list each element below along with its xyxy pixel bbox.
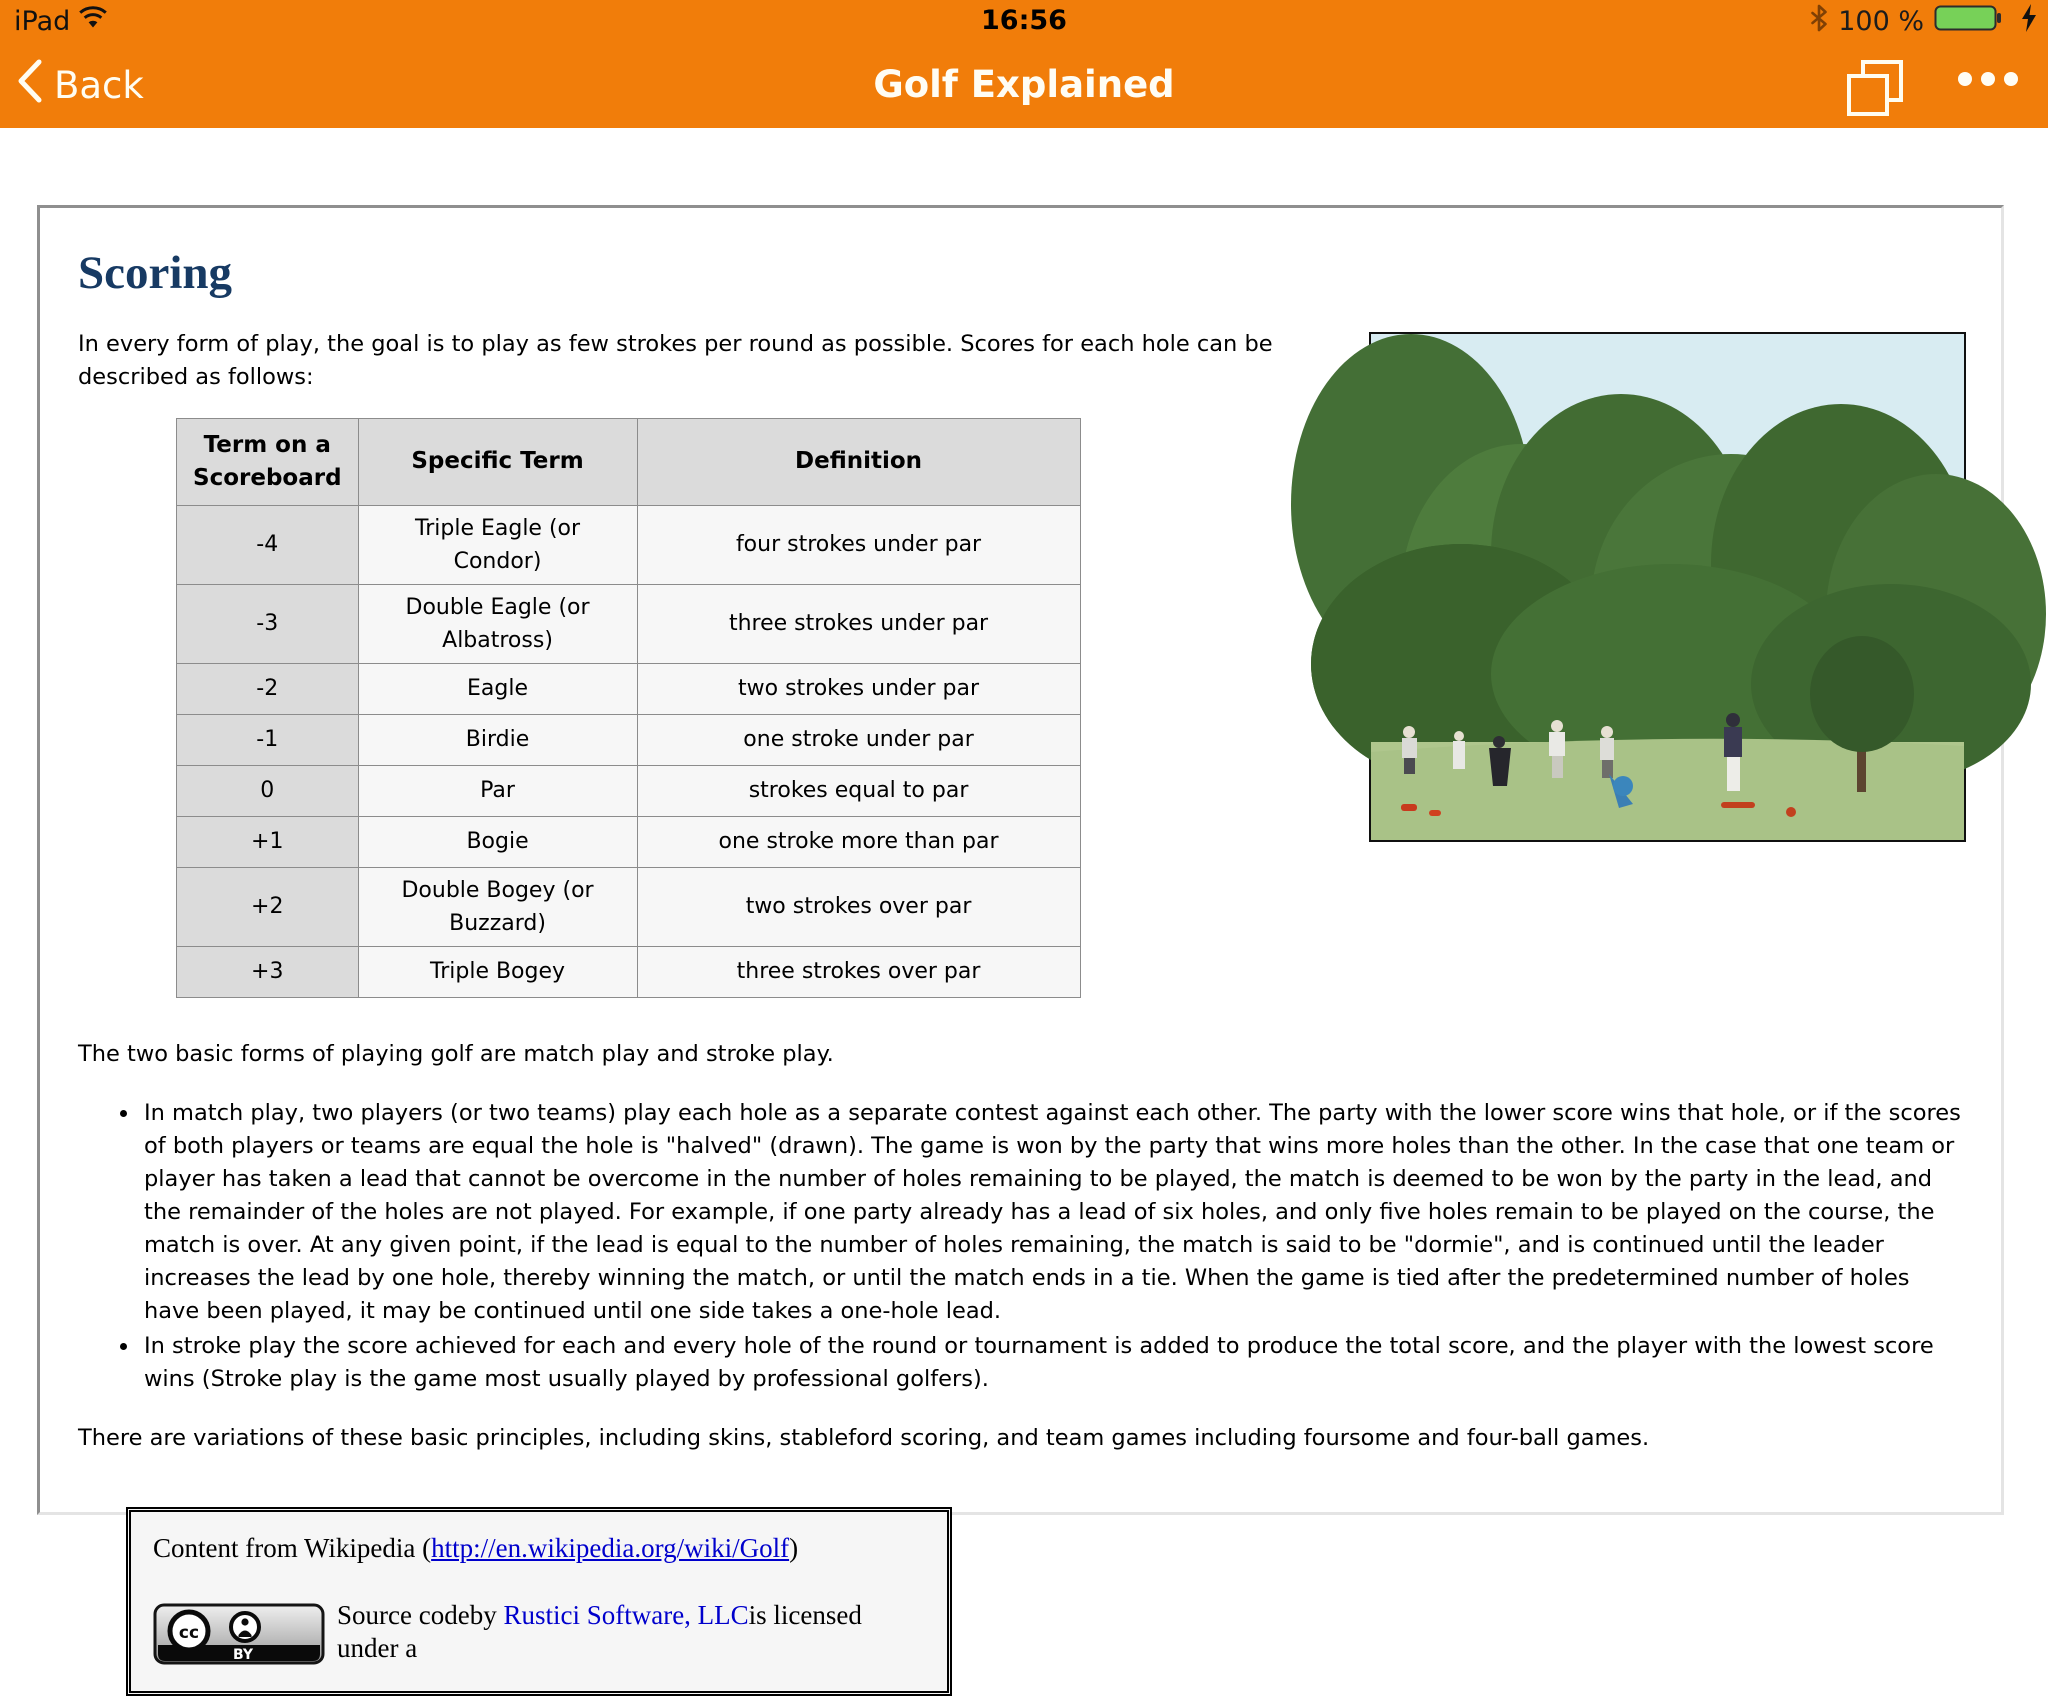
back-label: Back bbox=[54, 63, 144, 107]
table-row: -2 Eagle two strokes under par bbox=[177, 663, 1081, 714]
status-bar bbox=[0, 0, 2048, 42]
svg-text:cc: cc bbox=[178, 1622, 200, 1643]
play-forms-list bbox=[78, 1097, 1966, 1396]
charging-bolt-icon bbox=[2020, 3, 2038, 40]
table-row: 0 Par strokes equal to par bbox=[177, 765, 1081, 816]
bluetooth-icon bbox=[1810, 4, 1828, 39]
table-row: +2 Double Bogey (or Buzzard) two strokes over par bbox=[177, 867, 1081, 946]
clock: 16:56 bbox=[981, 5, 1067, 36]
ellipsis-icon bbox=[1958, 72, 1972, 86]
variations-paragraph: There are variations of these basic principles, including skins, stableford scoring, and team games including foursome and four-ball games. bbox=[78, 1424, 1650, 1451]
section-heading: Scoring bbox=[78, 247, 233, 299]
golf-photo bbox=[1369, 332, 1966, 842]
table-header-row bbox=[177, 418, 1081, 505]
intro-paragraph: In every form of play, the goal is to play as few strokes per round as possible. Scores for each hole can be described as follows: bbox=[78, 330, 1273, 390]
table-row: +1 Bogie one stroke more than par bbox=[177, 816, 1081, 867]
table-row: +3 Triple Bogey three strokes over par bbox=[177, 946, 1081, 997]
battery-percent-label: 100 % bbox=[1838, 5, 1924, 37]
source-code-text: Source codeby Rustici Software, LLCis licensed under a bbox=[337, 1599, 862, 1663]
table-row: -1 Birdie one stroke under par bbox=[177, 714, 1081, 765]
more-options-button[interactable] bbox=[1958, 72, 2018, 86]
navigation-bar bbox=[0, 42, 2048, 128]
battery-icon bbox=[1934, 2, 2010, 41]
table-row: -3 Double Eagle (or Albatross) three strokes under par bbox=[177, 584, 1081, 663]
col-header-specific-term: Specific Term bbox=[358, 418, 637, 505]
page-title: Golf Explained bbox=[873, 63, 1175, 106]
license-box bbox=[126, 1507, 952, 1696]
list-item-match-play: • In match play, two players (or two teams) play each hole as a separate contest against each other. The party with the lower score wins that hole, or if the scores of both players or teams are equal the hole is "halved" (drawn). The game is won by the party that wins more holes than the other. In the case that one team or player has taken a lead that cannot be overcome in the number of holes remaining to be played, the match is deemed to be won by the party in the lead, and the remainder of the holes are not played. For example, if one party already has a lead of six holes, and only five holes remain to be played on the course, the match is over. At any given point, if the lead is equal to the number of holes remaining, the match is said to be "dormie", and is continued until the leader increases the lead by one hole, thereby winning the match, or until the match ends in a tie. When the game is tied after the predetermined number of holes have been played, it may be continued until one side takes a one-hole lead. bbox=[140, 1097, 1966, 1328]
top-chrome bbox=[0, 0, 2048, 128]
wikipedia-link[interactable]: http://en.wikipedia.org/wiki/Golf bbox=[431, 1532, 790, 1563]
rustici-software-link[interactable]: Rustici Software, LLC bbox=[503, 1599, 749, 1630]
cc-by-badge-icon bbox=[153, 1603, 325, 1665]
carrier-label: iPad bbox=[14, 5, 71, 37]
cc-badge-label: BY bbox=[232, 1646, 254, 1663]
source-code-attribution-line bbox=[153, 1599, 925, 1665]
content-frame[interactable] bbox=[37, 205, 2004, 1663]
scoring-table bbox=[176, 418, 1081, 998]
content-page bbox=[0, 128, 2048, 1663]
col-header-term-on-scoreboard: Term on a Scoreboard bbox=[177, 418, 359, 505]
col-header-definition: Definition bbox=[637, 418, 1080, 505]
pages-button[interactable] bbox=[1847, 58, 1903, 114]
table-row: -4 Triple Eagle (or Condor) four strokes under par bbox=[177, 505, 1081, 584]
wikipedia-attribution-line: Content from Wikipedia (http://en.wikipedia.org/wiki/Golf) bbox=[153, 1532, 799, 1563]
list-item-stroke-play: • In stroke play the score achieved for each and every hole of the round or tournament is added to produce the total score, and the player with the lowest score wins (Stroke play is the game most usually played by professional golfers). bbox=[140, 1330, 1966, 1396]
forms-paragraph: The two basic forms of playing golf are match play and stroke play. bbox=[78, 1040, 834, 1067]
